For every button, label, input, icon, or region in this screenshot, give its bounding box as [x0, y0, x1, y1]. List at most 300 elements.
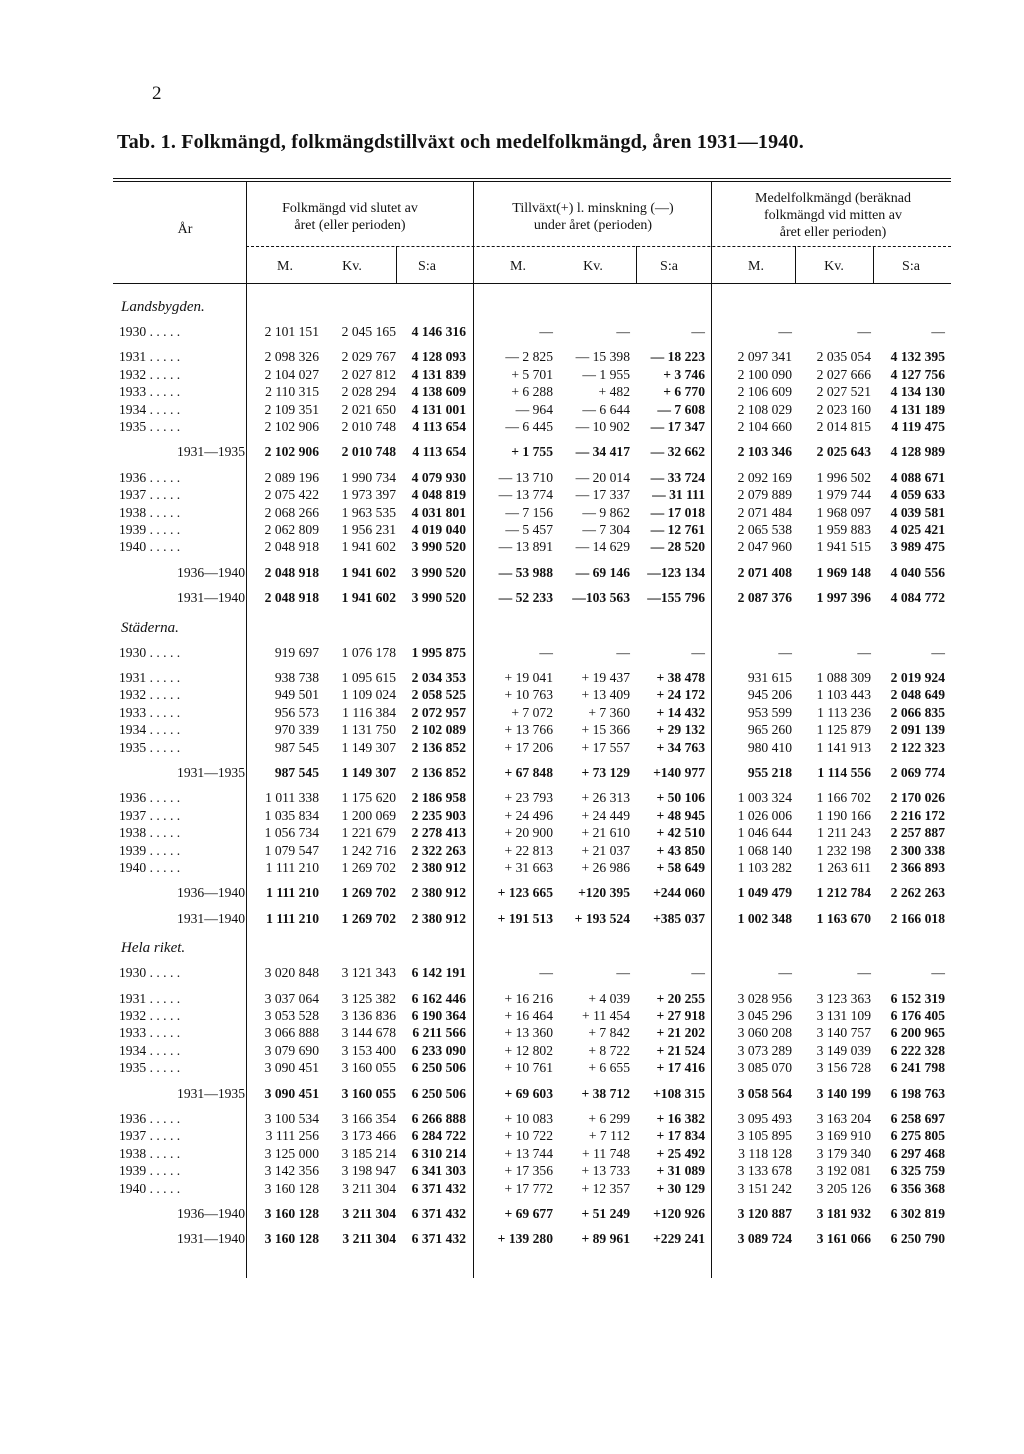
cell-col-1: 3 160 128 — [264, 1206, 319, 1221]
cell-col-4: — 964 — [515, 401, 553, 417]
cell-col-2: 3 198 947 — [341, 1163, 396, 1179]
cell-col-9: 4 134 130 — [890, 384, 945, 400]
cell-col-3: 2 136 852 — [411, 765, 466, 780]
cell-col-3: 4 031 801 — [411, 504, 466, 520]
cell-col-1: 949 501 — [274, 687, 319, 703]
cell-col-7: 965 260 — [747, 722, 792, 738]
cell-col-1: 3 020 848 — [264, 965, 319, 981]
cell-col-1: 2 109 351 — [264, 401, 319, 417]
cell-col-8: 1 959 883 — [816, 522, 871, 537]
cell-col-2: 1 963 535 — [341, 504, 396, 520]
cell-col-3: 6 233 090 — [411, 1042, 466, 1058]
col-rule-sa3 — [873, 246, 874, 284]
cell-col-7: 2 065 538 — [737, 522, 792, 537]
cell-col-7: 3 045 296 — [737, 1008, 792, 1023]
population-table — [113, 178, 951, 1278]
cell-col-7: — — [778, 965, 792, 981]
cell-col-9: 6 198 763 — [890, 1085, 945, 1101]
cell-col-6: +120 926 — [653, 1206, 705, 1221]
row-year: 1931—1935 — [177, 765, 245, 780]
cell-col-1: 1 035 834 — [264, 807, 319, 823]
sub-header-m2: M. — [510, 259, 526, 274]
header-group1-line2: året (eller perioden) — [294, 218, 406, 233]
cell-col-5: + 482 — [598, 384, 630, 400]
cell-col-8: 1 979 744 — [816, 487, 871, 503]
cell-col-7: 3 133 678 — [737, 1163, 792, 1179]
cell-col-8: 1 166 702 — [816, 790, 871, 806]
cell-col-3: 4 128 093 — [411, 349, 466, 365]
cell-col-6: + 30 129 — [656, 1180, 705, 1196]
cell-col-2: 1 941 602 — [341, 564, 396, 580]
cell-col-7: 3 058 564 — [737, 1085, 792, 1101]
cell-col-6: + 21 202 — [656, 1025, 705, 1041]
section-label: Landsbygden. — [121, 299, 205, 315]
row-year: 1939 . . . . . — [119, 1163, 181, 1179]
cell-col-4: — — [539, 644, 553, 660]
cell-col-6: + 20 255 — [656, 990, 705, 1006]
cell-col-2: 1 269 702 — [341, 860, 396, 875]
cell-col-6: + 38 478 — [656, 670, 705, 685]
cell-col-8: 3 131 109 — [816, 1008, 871, 1023]
cell-col-8: 3 161 066 — [816, 1231, 871, 1247]
cell-col-9: 2 166 018 — [890, 910, 945, 926]
cell-col-4: + 123 665 — [497, 885, 553, 901]
cell-col-1: 3 037 064 — [264, 990, 319, 1006]
cell-col-7: 2 104 660 — [737, 419, 792, 434]
cell-col-3: 2 380 912 — [411, 910, 466, 926]
table-top-rule — [113, 178, 951, 179]
cell-col-3: 2 072 957 — [411, 704, 466, 720]
cell-col-1: 2 110 315 — [265, 384, 319, 400]
cell-col-4: — 5 457 — [505, 522, 553, 537]
cell-col-1: 1 111 210 — [266, 910, 319, 926]
cell-col-5: + 11 748 — [582, 1145, 630, 1161]
cell-col-5: + 26 986 — [581, 860, 630, 875]
cell-col-6: + 27 918 — [656, 1008, 705, 1023]
cell-col-3: 6 211 566 — [412, 1025, 466, 1041]
cell-col-2: 1 109 024 — [341, 687, 396, 703]
cell-col-7: 3 105 895 — [737, 1128, 792, 1144]
cell-col-5: + 13 733 — [581, 1163, 630, 1179]
cell-col-4: + 10 763 — [504, 687, 553, 703]
cell-col-4: + 24 496 — [504, 807, 553, 823]
cell-col-6: — — [691, 965, 705, 981]
cell-col-1: 3 142 356 — [264, 1163, 319, 1179]
cell-col-3: 2 235 903 — [411, 807, 466, 823]
cell-col-9: 4 132 395 — [890, 349, 945, 365]
cell-col-2: 1 116 384 — [342, 704, 396, 720]
cell-col-8: 1 088 309 — [816, 670, 871, 685]
cell-col-8: 1 141 913 — [816, 739, 871, 755]
cell-col-8: 2 025 643 — [816, 444, 871, 460]
cell-col-4: — 13 710 — [498, 469, 553, 485]
cell-col-4: + 16 216 — [504, 990, 553, 1006]
cell-col-5: — 9 862 — [582, 504, 630, 520]
cell-col-5: + 12 357 — [581, 1180, 630, 1196]
cell-col-1: 1 111 210 — [265, 860, 319, 875]
cell-col-8: 1 997 396 — [816, 590, 871, 606]
cell-col-4: + 10 083 — [504, 1111, 553, 1126]
row-year: 1936—1940 — [177, 1206, 245, 1221]
cell-col-7: 3 118 128 — [738, 1145, 792, 1161]
cell-col-9: 6 222 328 — [890, 1042, 945, 1058]
cell-col-3: 6 310 214 — [411, 1145, 466, 1161]
cell-col-6: —155 796 — [647, 590, 705, 606]
col-rule-group2 — [711, 181, 712, 1278]
cell-col-7: 2 079 889 — [737, 487, 792, 503]
cell-col-2: 3 153 400 — [341, 1042, 396, 1058]
cell-col-9: 2 300 338 — [890, 842, 945, 858]
cell-col-7: 1 049 479 — [737, 885, 792, 901]
cell-col-4: + 191 513 — [497, 910, 553, 926]
cell-col-8: 2 035 054 — [816, 349, 871, 365]
cell-col-7: 2 106 609 — [737, 384, 792, 400]
row-year: 1931 . . . . . — [119, 670, 181, 685]
cell-col-2: 3 211 304 — [342, 1180, 396, 1196]
cell-col-2: 3 211 304 — [342, 1206, 396, 1221]
cell-col-9: 6 297 468 — [890, 1145, 945, 1161]
cell-col-1: 2 048 918 — [264, 564, 319, 580]
cell-col-9: 2 066 835 — [890, 704, 945, 720]
sub-header-kv3: Kv. — [824, 259, 844, 274]
header-group2-line2: under året (perioden) — [533, 218, 653, 233]
cell-col-7: — — [778, 644, 792, 660]
cell-col-6: — 7 608 — [657, 401, 705, 417]
cell-col-3: 4 146 316 — [411, 324, 466, 339]
cell-col-6: + 16 382 — [656, 1111, 705, 1126]
cell-col-9: 4 127 756 — [890, 366, 945, 382]
cell-col-4: + 20 900 — [504, 825, 553, 841]
cell-col-2: 1 149 307 — [341, 739, 396, 755]
row-year: 1931 . . . . . — [119, 349, 181, 365]
cell-col-2: 1 973 397 — [341, 487, 396, 503]
cell-col-3: 4 113 654 — [412, 419, 466, 434]
sub-header-sa1: S:a — [418, 259, 436, 274]
cell-col-7: 1 003 324 — [737, 790, 792, 806]
cell-col-6: + 50 106 — [656, 790, 705, 806]
cell-col-7: 2 087 376 — [737, 590, 792, 606]
cell-col-7: 3 060 208 — [737, 1025, 792, 1041]
cell-col-4: + 6 288 — [511, 384, 553, 400]
cell-col-1: 1 111 210 — [266, 885, 319, 901]
cell-col-4: + 19 041 — [504, 670, 553, 685]
row-year: 1930 . . . . . — [119, 965, 181, 981]
cell-col-1: 2 104 027 — [264, 366, 319, 382]
cell-col-9: 6 176 405 — [890, 1008, 945, 1023]
cell-col-8: 3 181 932 — [816, 1206, 871, 1221]
section-label: Hela riket. — [121, 940, 186, 957]
cell-col-9: 4 059 633 — [890, 487, 945, 503]
cell-col-7: 955 218 — [747, 765, 792, 780]
cell-col-7: 2 071 408 — [737, 564, 792, 580]
cell-col-4: + 69 603 — [504, 1085, 553, 1101]
cell-col-9: 4 084 772 — [890, 590, 945, 606]
col-rule-group1 — [473, 181, 474, 1278]
row-year: 1938 . . . . . — [119, 1145, 181, 1161]
row-year: 1933 . . . . . — [119, 1025, 181, 1041]
col-rule-kv3 — [795, 246, 796, 284]
cell-col-3: 2 136 852 — [411, 739, 466, 755]
cell-col-4: + 16 464 — [504, 1008, 553, 1023]
cell-col-8: 1 125 879 — [816, 722, 871, 738]
cell-col-5: — 10 902 — [575, 419, 630, 434]
cell-col-6: + 14 432 — [656, 704, 705, 720]
cell-col-7: 3 085 070 — [737, 1060, 792, 1076]
cell-col-6: + 31 089 — [656, 1163, 705, 1179]
cell-col-5: + 21 037 — [581, 842, 630, 858]
cell-col-9: 2 069 774 — [890, 765, 945, 780]
cell-col-5: + 6 655 — [588, 1060, 630, 1076]
cell-col-8: 3 156 728 — [816, 1060, 871, 1076]
cell-col-3: 6 341 303 — [411, 1163, 466, 1179]
row-year: 1936 . . . . . — [119, 790, 181, 806]
cell-col-9: 6 325 759 — [890, 1163, 945, 1179]
cell-col-6: — 17 018 — [650, 504, 705, 520]
cell-col-5: + 17 557 — [581, 739, 630, 755]
cell-col-9: — — [931, 324, 945, 339]
cell-col-8: 3 140 199 — [816, 1085, 871, 1101]
cell-col-3: 2 058 525 — [411, 687, 466, 703]
cell-col-2: 2 029 767 — [341, 349, 396, 365]
cell-col-5: + 51 249 — [581, 1206, 630, 1221]
cell-col-9: 4 040 556 — [890, 564, 945, 580]
cell-col-7: 1 068 140 — [737, 842, 792, 858]
cell-col-3: 4 079 930 — [411, 469, 466, 485]
cell-col-8: 3 149 039 — [816, 1042, 871, 1058]
cell-col-9: 2 262 263 — [890, 885, 945, 901]
sub-header-kv1: Kv. — [342, 259, 362, 274]
cell-col-3: 6 371 432 — [411, 1231, 466, 1247]
cell-col-9: 6 258 697 — [890, 1111, 945, 1126]
cell-col-1: 1 011 338 — [265, 790, 319, 806]
row-year: 1940 . . . . . — [119, 539, 181, 555]
cell-col-8: 3 140 757 — [816, 1025, 871, 1041]
cell-col-2: 3 144 678 — [341, 1025, 396, 1041]
cell-col-6: + 3 746 — [663, 366, 705, 382]
cell-col-1: 3 160 128 — [264, 1231, 319, 1247]
cell-col-7: 3 073 289 — [737, 1042, 792, 1058]
cell-col-3: 2 186 958 — [411, 790, 466, 806]
cell-col-8: 1 103 443 — [816, 687, 871, 703]
row-year: 1931—1935 — [177, 444, 245, 460]
cell-col-3: 3 990 520 — [411, 539, 466, 555]
cell-col-4: + 23 793 — [504, 790, 553, 806]
cell-col-6: +244 060 — [653, 885, 705, 901]
cell-col-3: 2 102 089 — [411, 722, 466, 738]
cell-col-5: — 15 398 — [575, 349, 630, 365]
cell-col-8: 2 023 160 — [816, 401, 871, 417]
cell-col-6: + 58 649 — [656, 860, 705, 875]
row-year: 1932 . . . . . — [119, 366, 181, 382]
cell-col-7: 2 103 346 — [737, 444, 792, 460]
header-group2-line1: Tillväxt(+) l. minskning (—) — [512, 201, 674, 216]
cell-col-1: 2 062 809 — [264, 522, 319, 537]
cell-col-1: 1 079 547 — [264, 842, 319, 858]
cell-col-8: 1 212 784 — [816, 885, 871, 901]
row-year: 1930 . . . . . — [119, 644, 181, 660]
cell-col-7: 3 120 887 — [737, 1206, 792, 1221]
cell-col-6: — 32 662 — [650, 444, 705, 460]
cell-col-9: 4 039 581 — [890, 504, 945, 520]
header-group3-line3: året eller perioden) — [779, 225, 887, 240]
cell-col-3: 2 034 353 — [411, 670, 466, 685]
cell-col-7: 2 097 341 — [737, 349, 792, 365]
cell-col-6: — 18 223 — [650, 349, 705, 365]
cell-col-7: 1 002 348 — [737, 910, 792, 926]
cell-col-2: 1 149 307 — [341, 765, 396, 780]
cell-col-5: — 1 955 — [582, 366, 630, 382]
cell-col-5: +120 395 — [578, 885, 630, 901]
cell-col-3: 3 990 520 — [411, 564, 466, 580]
cell-col-2: 3 136 836 — [341, 1008, 396, 1023]
row-year: 1932 . . . . . — [119, 1008, 181, 1023]
cell-col-9: 6 356 368 — [890, 1180, 945, 1196]
cell-col-7: 945 206 — [747, 687, 792, 703]
cell-col-2: 2 010 748 — [341, 444, 396, 460]
row-year: 1936 . . . . . — [119, 1111, 181, 1126]
cell-col-9: 6 275 805 — [890, 1128, 945, 1144]
cell-col-3: 4 131 839 — [411, 366, 466, 382]
cell-col-5: + 73 129 — [581, 765, 630, 780]
row-year: 1935 . . . . . — [119, 739, 181, 755]
cell-col-3: 2 380 912 — [411, 885, 466, 901]
row-year: 1931—1940 — [177, 910, 245, 926]
cell-col-6: + 34 763 — [656, 739, 705, 755]
sub-header-kv2: Kv. — [583, 259, 603, 274]
cell-col-9: 6 241 798 — [890, 1060, 945, 1076]
row-year: 1934 . . . . . — [119, 1042, 181, 1058]
cell-col-2: 1 175 620 — [341, 790, 396, 806]
cell-col-7: 2 100 090 — [737, 366, 792, 382]
cell-col-5: + 11 454 — [582, 1008, 630, 1023]
cell-col-7: 953 599 — [747, 704, 792, 720]
sub-header-sa2: S:a — [660, 259, 678, 274]
cell-col-2: 1 200 069 — [341, 807, 396, 823]
cell-col-6: + 17 834 — [656, 1128, 705, 1144]
cell-col-6: — 33 724 — [650, 469, 705, 485]
cell-col-9: — — [931, 644, 945, 660]
cell-col-3: 6 142 191 — [411, 965, 466, 981]
cell-col-2: 2 027 812 — [341, 366, 396, 382]
cell-col-4: — 13 774 — [498, 487, 553, 503]
cell-col-9: 2 048 649 — [890, 687, 945, 703]
cell-col-2: 1 269 702 — [341, 885, 396, 901]
cell-col-6: + 25 492 — [656, 1145, 705, 1161]
cell-col-5: + 15 366 — [581, 722, 630, 738]
cell-col-2: 2 021 650 — [341, 401, 396, 417]
cell-col-5: + 193 524 — [574, 910, 630, 926]
cell-col-8: 1 211 243 — [817, 825, 871, 841]
cell-col-6: + 48 945 — [656, 807, 705, 823]
table-title: Tab. 1. Folkmängd, folkmängdstillväxt och medelfolkmängd, åren 1931—1940. — [117, 131, 804, 153]
cell-col-6: +385 037 — [653, 910, 705, 926]
cell-col-3: 6 250 506 — [411, 1060, 466, 1076]
cell-col-4: — 53 988 — [498, 564, 553, 580]
cell-col-5: — — [616, 965, 630, 981]
cell-col-3: 4 113 654 — [412, 444, 466, 460]
cell-col-7: 3 028 956 — [737, 990, 792, 1006]
cell-col-1: 2 102 906 — [264, 419, 319, 434]
cell-col-1: 2 101 151 — [264, 324, 319, 339]
cell-col-1: 3 100 534 — [264, 1111, 319, 1126]
cell-col-6: — 17 347 — [650, 419, 705, 434]
cell-col-5: — — [616, 644, 630, 660]
cell-col-7: 3 151 242 — [737, 1180, 792, 1196]
cell-col-2: 3 211 304 — [342, 1231, 396, 1247]
row-year: 1938 . . . . . — [119, 504, 181, 520]
col-rule-year — [246, 181, 247, 1278]
col-rule-sa2 — [636, 246, 637, 284]
cell-col-8: 1 968 097 — [816, 504, 871, 520]
col-rule-sa1 — [396, 246, 397, 284]
cell-col-3: 4 131 001 — [411, 401, 466, 417]
cell-col-4: — — [539, 324, 553, 339]
cell-col-1: 2 075 422 — [264, 487, 319, 503]
cell-col-8: 1 114 556 — [817, 765, 871, 780]
cell-col-8: 1 163 670 — [816, 910, 871, 926]
cell-col-2: 1 131 750 — [341, 722, 396, 738]
cell-col-4: + 7 072 — [511, 704, 553, 720]
cell-col-5: — 20 014 — [575, 469, 630, 485]
sub-header-m1: M. — [277, 259, 293, 274]
cell-col-1: 2 089 196 — [264, 469, 319, 485]
cell-col-1: 970 339 — [274, 722, 319, 738]
cell-col-4: + 12 802 — [504, 1042, 553, 1058]
row-year: 1931—1940 — [177, 590, 245, 606]
cell-col-9: 2 170 026 — [890, 790, 945, 806]
cell-col-2: 1 941 602 — [341, 590, 396, 606]
cell-col-5: + 4 039 — [588, 990, 630, 1006]
section-label: Städerna. — [121, 619, 179, 636]
cell-col-6: + 6 770 — [663, 384, 705, 400]
cell-col-8: 3 169 910 — [816, 1128, 871, 1144]
cell-col-9: 2 122 323 — [890, 739, 945, 755]
cell-col-5: — 34 417 — [575, 444, 630, 460]
cell-col-1: 2 098 326 — [264, 349, 319, 365]
cell-col-3: 2 278 413 — [411, 825, 466, 841]
cell-col-1: 987 545 — [274, 765, 319, 780]
cell-col-5: + 7 112 — [588, 1128, 630, 1144]
cell-col-2: 1 221 679 — [341, 825, 396, 841]
cell-col-7: — — [778, 324, 792, 339]
cell-col-2: 2 028 294 — [341, 384, 396, 400]
cell-col-6: — — [691, 324, 705, 339]
cell-col-9: 2 091 139 — [890, 722, 945, 738]
row-year: 1933 . . . . . — [119, 384, 181, 400]
cell-col-4: — 6 445 — [505, 419, 553, 434]
cell-col-2: 3 160 055 — [341, 1060, 396, 1076]
header-bottom-rule — [113, 283, 951, 284]
cell-col-1: 3 066 888 — [264, 1025, 319, 1041]
cell-col-8: — — [857, 644, 871, 660]
row-year: 1930 . . . . . — [119, 324, 181, 339]
cell-col-5: + 7 360 — [588, 704, 630, 720]
row-year: 1936—1940 — [177, 885, 245, 901]
cell-col-1: 2 102 906 — [264, 444, 319, 460]
header-year: År — [177, 222, 193, 237]
cell-col-6: + 17 416 — [656, 1060, 705, 1076]
row-year: 1933 . . . . . — [119, 704, 181, 720]
cell-col-1: 3 125 000 — [264, 1145, 319, 1161]
table-top-rule-inner — [113, 181, 951, 182]
cell-col-6: + 42 510 — [656, 825, 705, 841]
cell-col-3: 3 990 520 — [411, 590, 466, 606]
cell-col-2: 1 242 716 — [341, 842, 396, 858]
cell-col-1: 1 056 734 — [264, 825, 319, 841]
cell-col-8: 1 969 148 — [816, 564, 871, 580]
cell-col-1: 956 573 — [274, 704, 319, 720]
row-year: 1934 . . . . . — [119, 722, 181, 738]
